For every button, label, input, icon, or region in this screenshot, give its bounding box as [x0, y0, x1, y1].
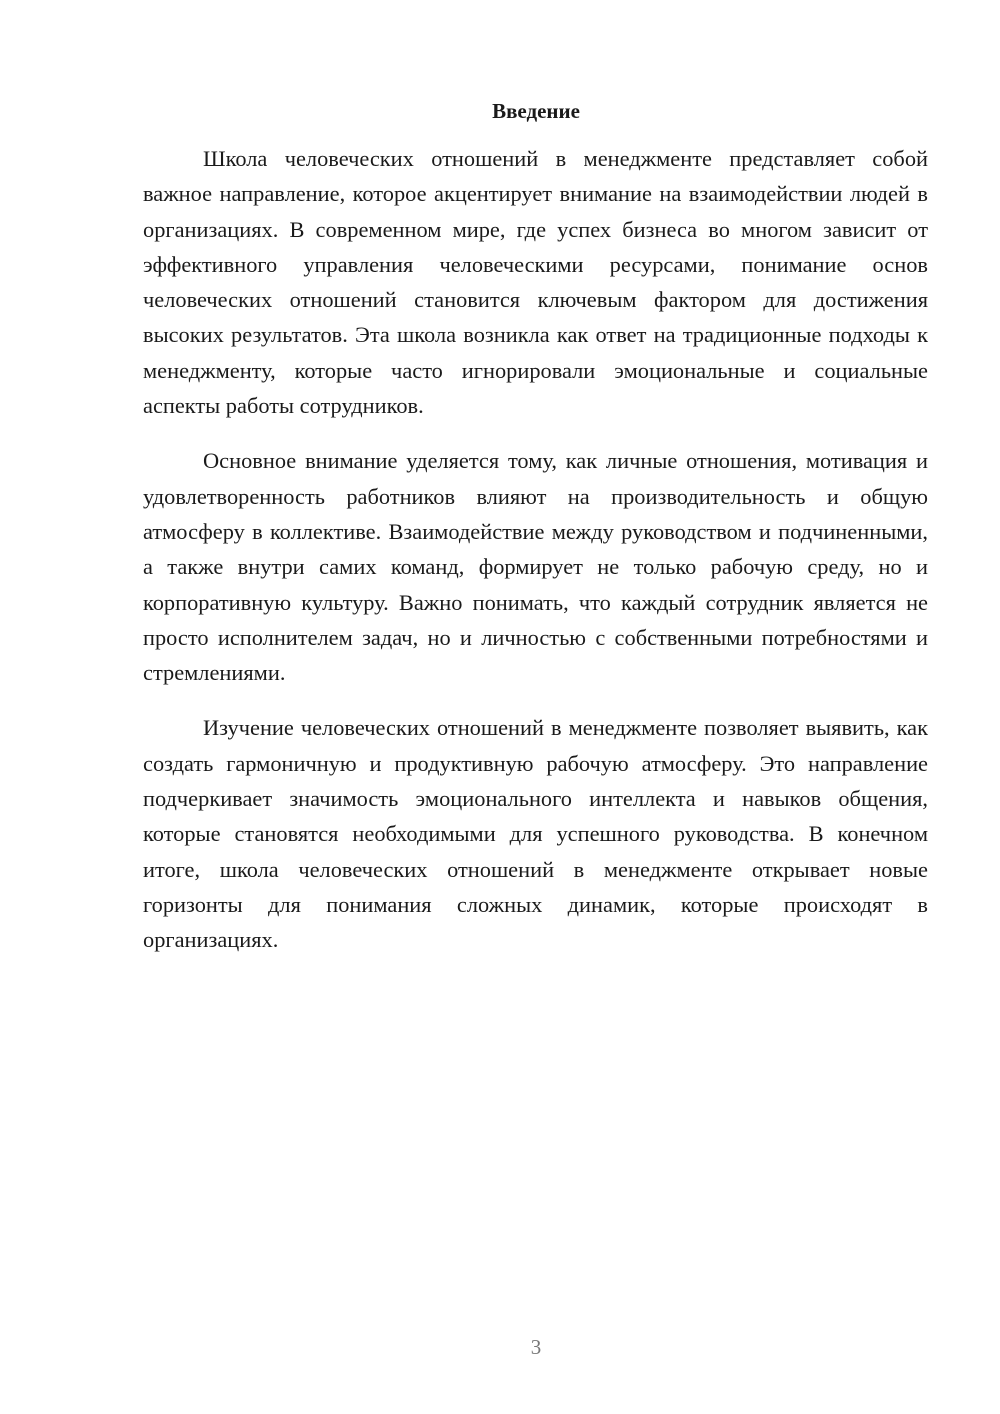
page-number: 3	[530, 1335, 542, 1359]
paragraph-1: Школа человеческих отношений в менеджменте представляет собой важное направление, которое акцентирует внимание на взаимодействии людей в организациях. В современном мире, где успех бизнеса во многом зависит от эффективного управления человеческими ресурсами, понимание основ человеческих отношений становится ключевым фактором для достижения высоких результатов. Эта школа возникла как ответ на традиционные подходы к менеджменту, которые часто игнорировали эмоциональные и социальные аспекты работы сотрудников.	[143, 146, 928, 419]
paragraph-2: Основное внимание уделяется тому, как личные отношения, мотивация и удовлетворенность работников влияют на производительность и общую атмосферу в коллективе. Взаимодействие между руководством и подчиненными, а также внутри самих команд, формирует не только рабочую среду, но и корпоративную культуру. Важно понимать, что каждый сотрудник является не просто исполнителем задач, но и личностью с собственными потребностями и стремлениями.	[143, 448, 928, 686]
paragraph-3: Изучение человеческих отношений в менеджменте позволяет выявить, как создать гармоничную и продуктивную рабочую атмосферу. Это направление подчеркивает значимость эмоционального интеллекта и навыков общения, которые становятся необходимыми для успешного руководства. В конечном итоге, школа человеческих отношений в менеджменте открывает новые горизонты для понимания сложных динамик, которые происходят в организациях.	[143, 715, 928, 953]
page-title: Введение	[492, 99, 580, 123]
document-body	[143, 141, 928, 958]
